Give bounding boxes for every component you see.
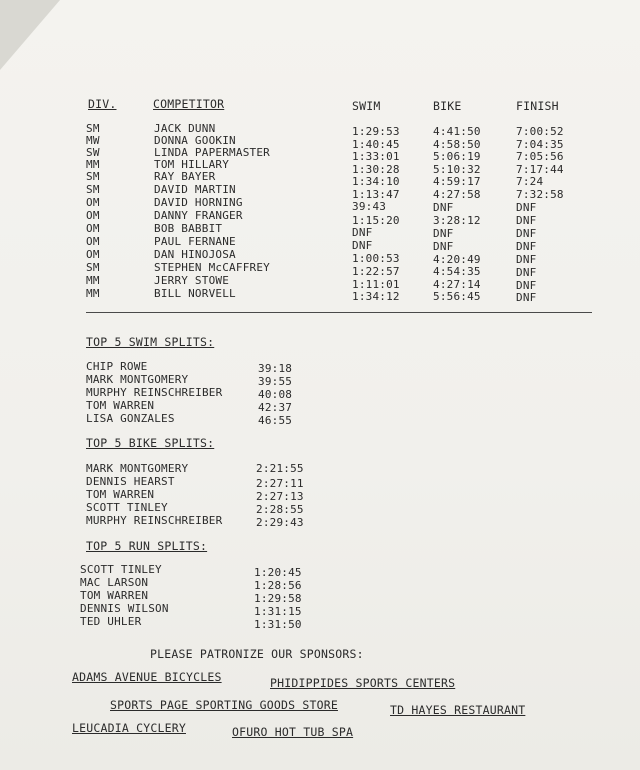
cell-swim: 1:40:45 <box>352 138 400 151</box>
cell-swim: 1:11:01 <box>352 278 400 291</box>
cell-div: OM <box>86 222 100 235</box>
cell-swim: 1:34:10 <box>352 175 400 188</box>
split-time: 42:37 <box>258 401 293 414</box>
header-bike: BIKE <box>433 99 462 113</box>
table-row <box>0 274 640 292</box>
cell-competitor: TOM HILLARY <box>154 158 230 171</box>
split-name: MURPHY REINSCHREIBER <box>86 514 223 527</box>
split-time: 1:28:56 <box>254 579 302 592</box>
sponsor-name: PHIDIPPIDES SPORTS CENTERS <box>270 676 456 690</box>
table-row <box>0 183 640 201</box>
cell-div: SM <box>86 122 100 135</box>
cell-competitor: LINDA PAPERMASTER <box>154 146 270 159</box>
sponsor-name: OFURO HOT TUB SPA <box>232 725 354 739</box>
table-divider <box>86 312 592 313</box>
split-name: MARK MONTGOMERY <box>86 373 189 386</box>
table-row <box>0 222 640 240</box>
cell-swim: 1:00:53 <box>352 252 400 265</box>
cell-finish: DNF <box>516 291 537 304</box>
cell-swim: 1:34:12 <box>352 290 400 303</box>
cell-div: SM <box>86 170 100 183</box>
cell-finish: DNF <box>516 227 537 240</box>
split-time: 2:29:43 <box>256 516 304 529</box>
split-time: 1:29:58 <box>254 592 302 605</box>
cell-competitor: DONNA GOOKIN <box>154 134 236 147</box>
cell-competitor: DAVID HORNING <box>154 196 243 209</box>
table-row <box>0 235 640 253</box>
cell-div: SM <box>86 261 100 274</box>
split-name: TOM WARREN <box>86 399 155 412</box>
cell-div: MM <box>86 287 100 300</box>
list-item <box>0 373 640 386</box>
cell-competitor: DANNY FRANGER <box>154 209 243 222</box>
header-div: DIV. <box>88 97 117 111</box>
cell-bike: 3:28:12 <box>433 214 481 227</box>
header-swim: SWIM <box>352 99 381 113</box>
run-splits-title: TOP 5 RUN SPLITS: <box>86 539 208 553</box>
cell-div: OM <box>86 209 100 222</box>
list-item <box>0 576 640 592</box>
cell-competitor: STEPHEN McCAFFREY <box>154 261 270 274</box>
cell-swim: 1:15:20 <box>352 214 400 227</box>
cell-finish: DNF <box>516 279 537 292</box>
cell-div: OM <box>86 196 100 209</box>
cell-competitor: DAN HINOJOSA <box>154 248 236 261</box>
cell-competitor: JERRY STOWE <box>154 274 230 287</box>
cell-finish: DNF <box>516 240 537 253</box>
table-row <box>0 170 640 188</box>
cell-swim: 1:13:47 <box>352 188 400 201</box>
split-name: TOM WARREN <box>86 488 155 501</box>
split-time: 2:27:11 <box>256 477 304 490</box>
cell-bike: 4:58:50 <box>433 138 481 151</box>
cell-swim: DNF <box>352 239 373 252</box>
table-row <box>0 248 640 266</box>
cell-finish: 7:32:58 <box>516 188 564 201</box>
split-name: DENNIS HEARST <box>86 475 175 488</box>
cell-bike: DNF <box>433 227 454 240</box>
cell-div: SW <box>86 146 100 159</box>
cell-bike: 5:06:19 <box>433 150 481 163</box>
cell-swim: 1:33:01 <box>352 150 400 163</box>
sponsors-heading: PLEASE PATRONIZE OUR SPONSORS: <box>150 647 364 661</box>
split-time: 39:18 <box>258 362 293 375</box>
split-time: 2:28:55 <box>256 503 304 516</box>
list-item <box>0 360 640 373</box>
split-name: SCOTT TINLEY <box>80 563 162 576</box>
split-name: LISA GONZALES <box>86 412 175 425</box>
split-name: DENNIS WILSON <box>80 602 169 615</box>
sponsor-name: SPORTS PAGE SPORTING GOODS STORE <box>110 698 338 712</box>
cell-div: MM <box>86 158 100 171</box>
cell-finish: DNF <box>516 253 537 266</box>
cell-finish: 7:17:44 <box>516 163 564 176</box>
list-item <box>0 563 640 579</box>
cell-finish: 7:24 <box>516 175 544 188</box>
split-time: 40:08 <box>258 388 293 401</box>
cell-competitor: BILL NORVELL <box>154 287 236 300</box>
cell-competitor: DAVID MARTIN <box>154 183 236 196</box>
split-name: MARK MONTGOMERY <box>86 462 189 475</box>
list-item <box>0 501 640 514</box>
cell-div: SM <box>86 183 100 196</box>
split-time: 39:55 <box>258 375 293 388</box>
cell-finish: DNF <box>516 266 537 279</box>
list-item <box>0 589 640 605</box>
list-item <box>0 615 640 631</box>
split-name: MURPHY REINSCHREIBER <box>86 386 223 399</box>
table-row <box>0 287 640 304</box>
cell-swim: DNF <box>352 226 373 239</box>
sponsor-name: LEUCADIA CYCLERY <box>72 721 186 735</box>
table-row <box>0 261 640 279</box>
cell-finish: 7:04:35 <box>516 138 564 151</box>
header-competitor: COMPETITOR <box>153 97 225 111</box>
split-time: 46:55 <box>258 414 293 427</box>
list-item <box>0 602 640 618</box>
bike-splits-title: TOP 5 BIKE SPLITS: <box>86 436 215 450</box>
split-time: 2:27:13 <box>256 490 304 503</box>
split-name: MAC LARSON <box>80 576 149 589</box>
cell-competitor: JACK DUNN <box>154 122 216 135</box>
list-item <box>0 462 640 475</box>
list-item <box>0 399 640 412</box>
cell-bike: 4:54:35 <box>433 265 481 278</box>
cell-finish: 7:00:52 <box>516 125 564 138</box>
sponsor-name: TD HAYES RESTAURANT <box>390 703 526 717</box>
cell-bike: 4:27:58 <box>433 188 481 201</box>
cell-swim: 1:30:28 <box>352 163 400 176</box>
cell-finish: DNF <box>516 201 537 214</box>
split-time: 1:31:50 <box>254 618 302 631</box>
split-name: TED UHLER <box>80 615 142 628</box>
cell-bike: DNF <box>433 201 454 214</box>
cell-finish: 7:05:56 <box>516 150 564 163</box>
table-row <box>0 209 640 227</box>
cell-bike: DNF <box>433 240 454 253</box>
cell-div: MM <box>86 274 100 287</box>
cell-competitor: PAUL FERNANE <box>154 235 236 248</box>
cell-bike: 5:10:32 <box>433 163 481 176</box>
header-finish: FINISH <box>516 99 559 113</box>
split-name: SCOTT TINLEY <box>86 501 168 514</box>
split-name: CHIP ROWE <box>86 360 148 373</box>
cell-bike: 4:20:49 <box>433 253 481 266</box>
swim-splits-title: TOP 5 SWIM SPLITS: <box>86 335 215 349</box>
cell-swim: 39:43 <box>352 200 387 213</box>
split-name: TOM WARREN <box>80 589 149 602</box>
cell-div: OM <box>86 248 100 261</box>
cell-competitor: BOB BABBIT <box>154 222 223 235</box>
cell-bike: 4:27:14 <box>433 278 481 291</box>
cell-swim: 1:29:53 <box>352 125 400 138</box>
list-item <box>0 488 640 501</box>
list-item <box>0 412 640 425</box>
split-time: 1:31:15 <box>254 605 302 618</box>
cell-div: OM <box>86 235 100 248</box>
list-item <box>0 475 640 488</box>
split-time: 2:21:55 <box>256 462 304 475</box>
cell-bike: 4:59:17 <box>433 175 481 188</box>
cell-div: MW <box>86 134 100 147</box>
sponsor-name: ADAMS AVENUE BICYCLES <box>72 670 222 684</box>
cell-competitor: RAY BAYER <box>154 170 216 183</box>
list-item <box>0 386 640 399</box>
cell-bike: 5:56:45 <box>433 290 481 303</box>
list-item <box>0 514 640 527</box>
cell-bike: 4:41:50 <box>433 125 481 138</box>
cell-swim: 1:22:57 <box>352 265 400 278</box>
split-time: 1:20:45 <box>254 566 302 579</box>
table-row <box>0 196 640 214</box>
cell-finish: DNF <box>516 214 537 227</box>
